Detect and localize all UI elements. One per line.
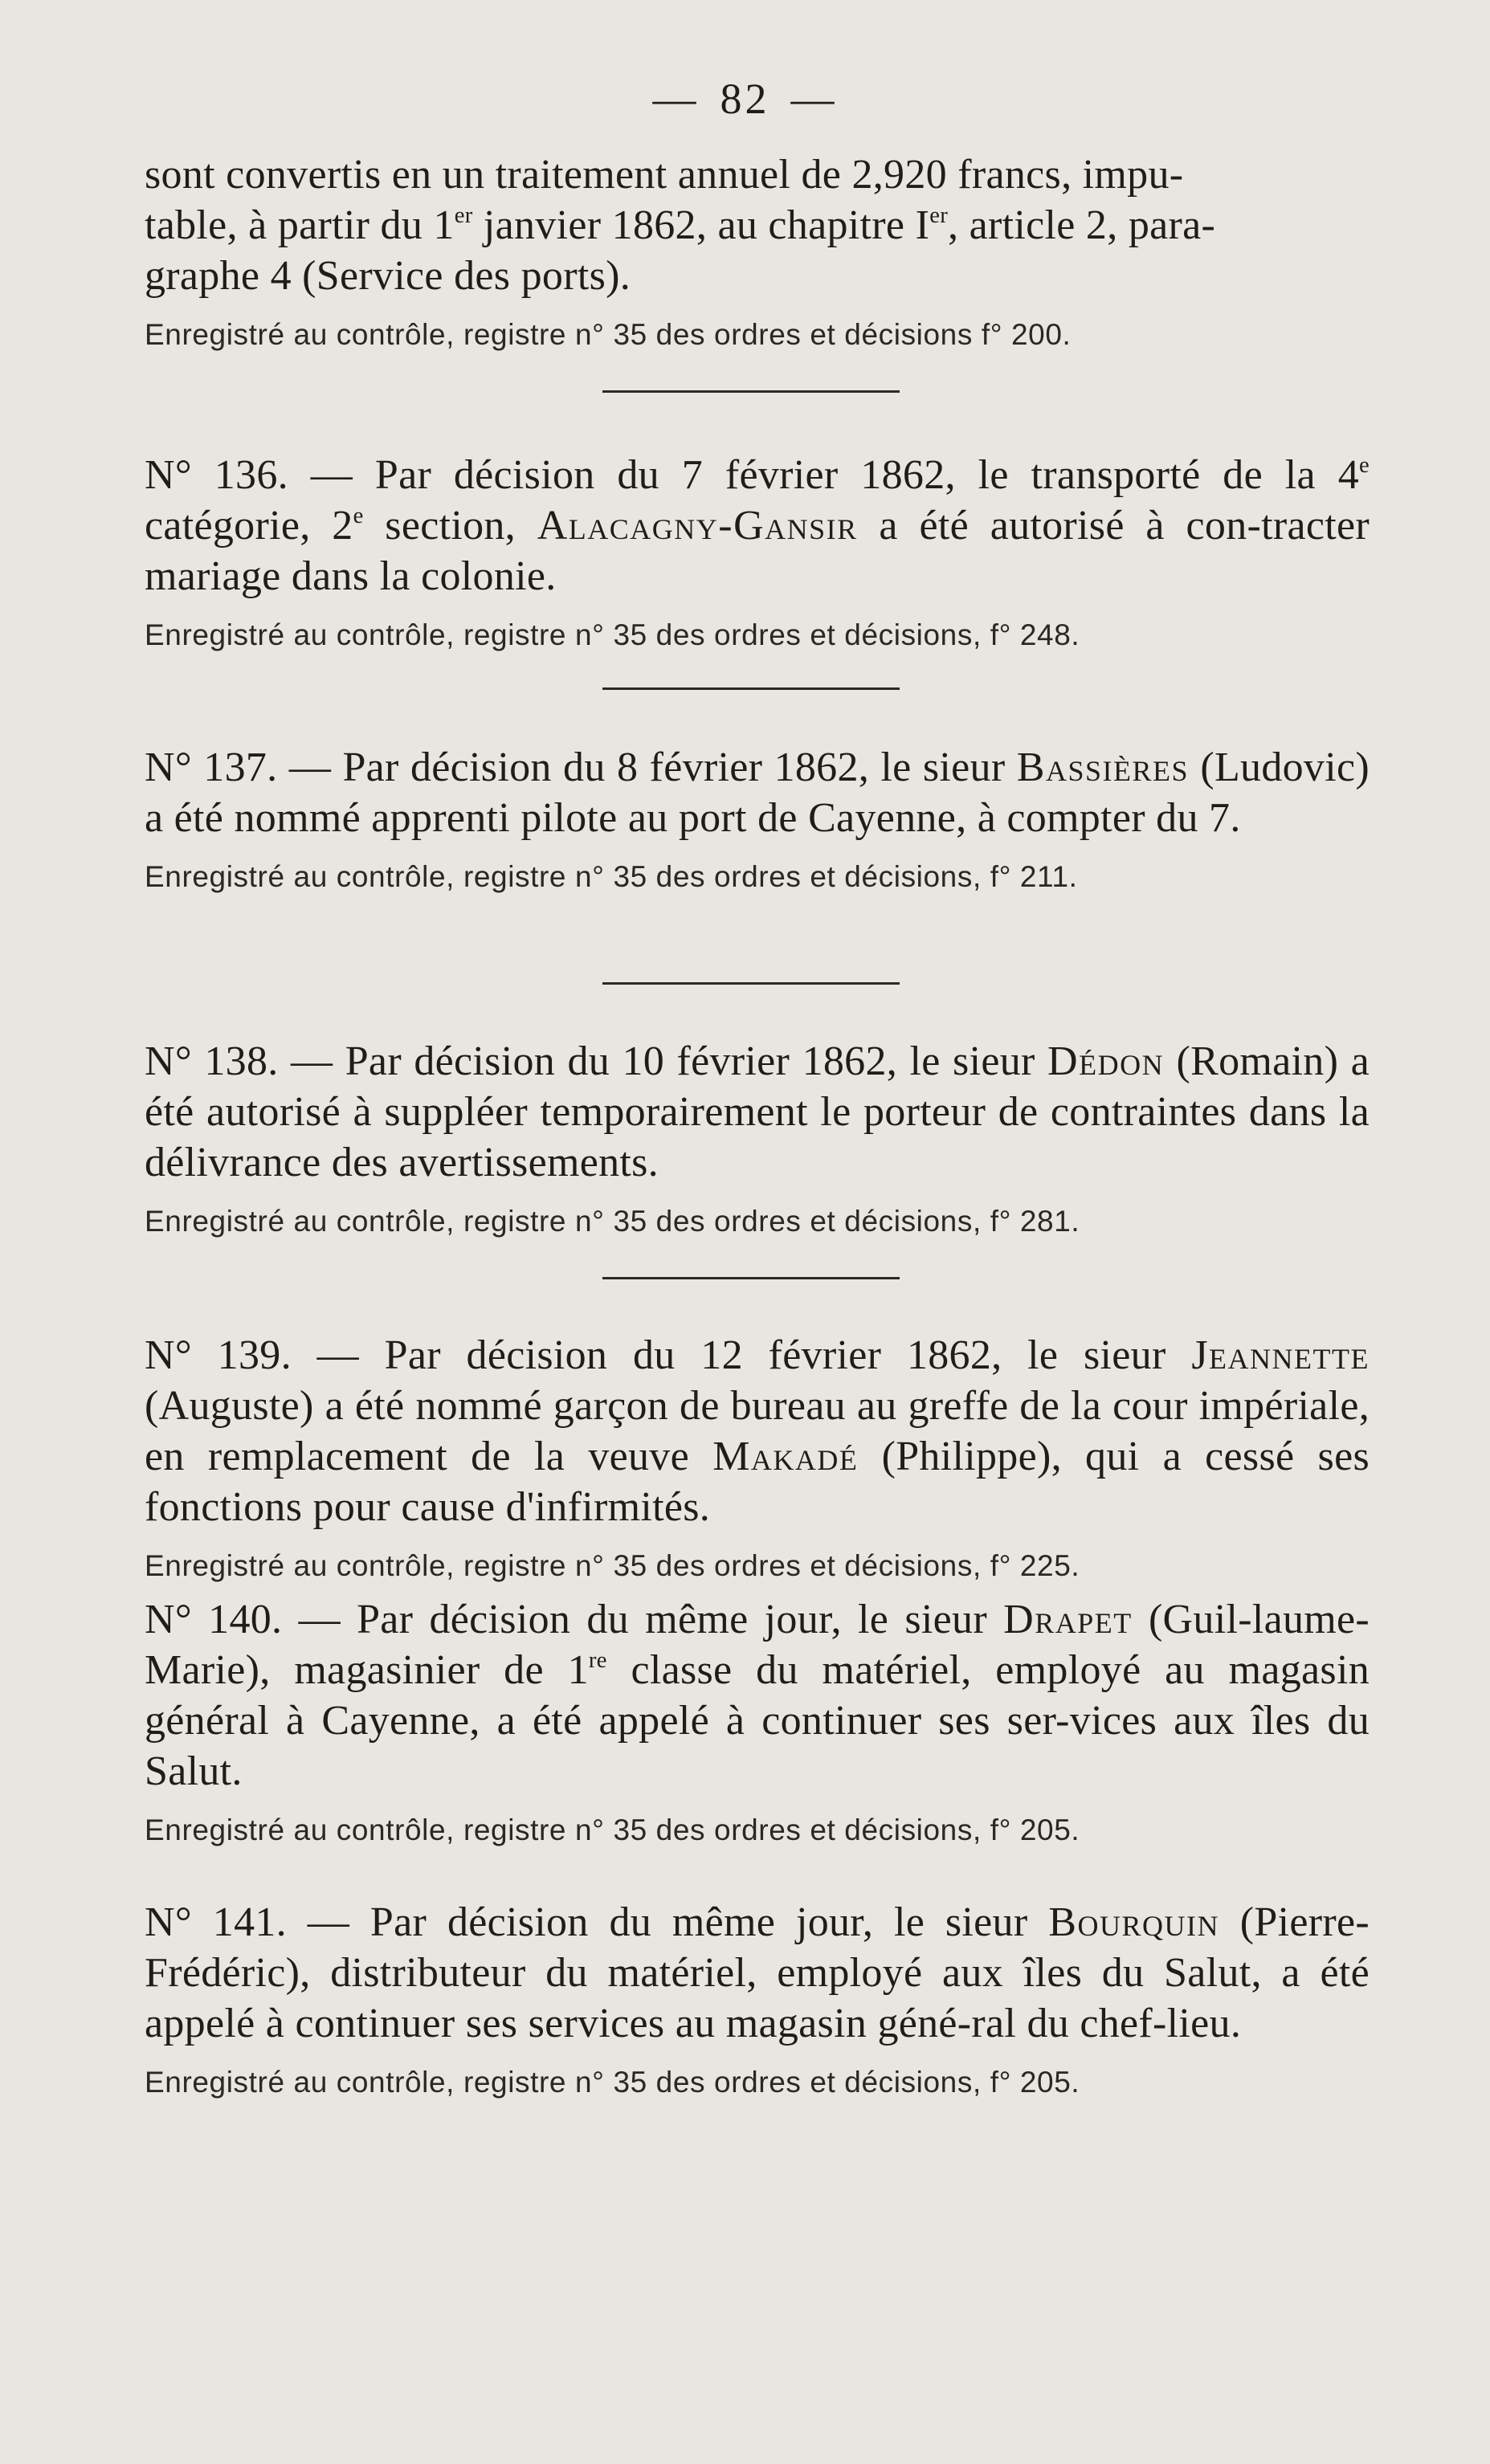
entry-136 [145,450,1370,655]
header-dash-left: — [652,75,700,123]
page-number: 82 [720,75,770,123]
entry-text: N° 137. — Par décision du 8 février 1862, le sieur Bassières (Ludovic) a été nommé apprenti pilote au port de Cayenne, à compter du 7. [145,745,1370,841]
separator-rule [602,390,900,393]
entry-text: N° 141. — Par décision du même jour, le sieur Bourquin (Pierre-Frédéric), distributeur du matériel, employé aux îles du Salut, a été appelé à continuer ses services au magasin géné-ral du chef-lieu. [145,1899,1370,2046]
person-name: Alacagny-Gansir [537,503,858,549]
intro-registration: Enregistré au contrôle, registre n° 35 des ordres et décisions f° 200. [145,318,1072,351]
entry-registration: Enregistré au contrôle, registre n° 35 des ordres et décisions, f° 281. [145,1205,1080,1238]
entry-138 [145,1036,1370,1241]
entry-text: N° 136. — Par décision du 7 février 1862, le transporté de la 4e catégorie, 2e section, Alacagny-Gansir a été autorisé à con-tracter mariage dans la colonie. [145,452,1370,599]
person-name: Bassières [1016,745,1190,790]
separator-rule [602,982,900,985]
entry-number: N° 138. [145,1038,279,1084]
intro-section [145,149,1370,354]
separator-rule [602,1277,900,1279]
entry-number: N° 140. [145,1597,283,1642]
intro-paragraph: sont convertis en un traitement annuel de 2,920 francs, impu- table, à partir du 1er janvier 1862, au chapitre Ier, article 2, para- graphe 4 (Service des ports). [145,152,1216,299]
entry-registration: Enregistré au contrôle, registre n° 35 des ordres et décisions, f° 205. [145,1813,1080,1846]
entry-registration: Enregistré au contrôle, registre n° 35 des ordres et décisions, f° 225. [145,1549,1080,1582]
entry-registration: Enregistré au contrôle, registre n° 35 des ordres et décisions, f° 211. [145,860,1078,893]
entry-141 [145,1897,1370,2102]
entry-text: N° 139. — Par décision du 12 février 1862, le sieur Jeannette (Auguste) a été nommé garçon de bureau au greffe de la cour impériale, en remplacement de la veuve Makadé (Philippe), qui a cessé ses fonctions pour cause d'infirmités. [145,1332,1370,1530]
entry-140 [145,1594,1370,1850]
person-name: Drapet [1003,1597,1133,1642]
person-name: Makadé [712,1434,859,1479]
entry-text: N° 140. — Par décision du même jour, le sieur Drapet (Guil-laume-Marie), magasinier de 1re classe du matériel, employé au magasin général à Cayenne, a été appelé à continuer ses ser-vices aux îles du Salut. [145,1597,1370,1794]
separator-rule [602,687,900,690]
entry-139 [145,1330,1370,1585]
entry-registration: Enregistré au contrôle, registre n° 35 des ordres et décisions, f° 205. [145,2066,1080,2099]
header-dash-right: — [790,75,838,123]
entry-text: N° 138. — Par décision du 10 février 1862, le sieur Dédon (Romain) a été autorisé à suppléer temporairement le porteur de contraintes dans la délivrance des avertissements. [145,1038,1370,1185]
entry-registration: Enregistré au contrôle, registre n° 35 des ordres et décisions, f° 248. [145,618,1080,651]
entry-number: N° 136. [145,452,288,498]
person-name: Bourquin [1048,1899,1219,1945]
entry-137 [145,742,1370,896]
entry-number: N° 137. [145,745,278,790]
person-name: Dédon [1047,1038,1165,1084]
entry-number: N° 141. [145,1899,287,1945]
entry-number: N° 139. [145,1332,292,1378]
person-name: Jeannette [1191,1332,1370,1378]
page-header [0,74,1490,124]
